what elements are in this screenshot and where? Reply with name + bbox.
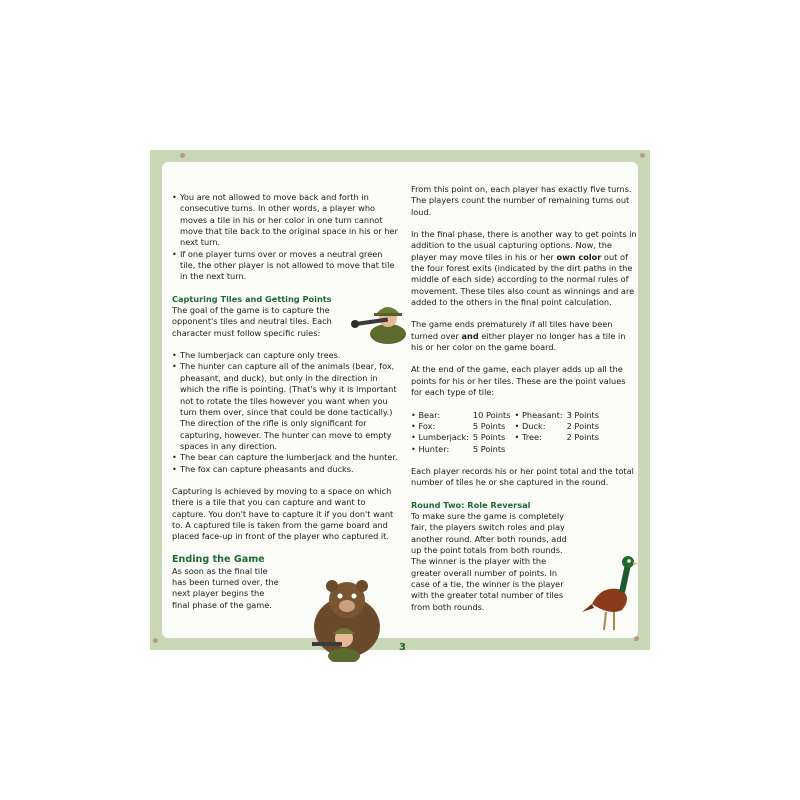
movement-rules-list (172, 192, 400, 283)
capturing-paragraph: Capturing is achieved by moving to a space on which there is a tile that you can capture and want to capture. You don't have to capture it if you don't want to. A captured tile is taken from the game board and placed face-up in front of the player who captured it. (172, 485, 394, 542)
capturing-heading: Capturing Tiles and Getting Points (172, 293, 332, 304)
table-row: • Lumberjack: 5 Points • Tree: 2 Points (411, 432, 600, 443)
page-number: 3 (399, 642, 406, 653)
table-row: • Fox: 5 Points • Duck: 2 Points (411, 420, 600, 431)
record-paragraph: Each player records his or her point total and the total number of tiles he or she captured in the round. (411, 465, 634, 488)
right-column (411, 184, 639, 613)
point-values-table (411, 410, 603, 455)
decorative-dot (640, 153, 645, 158)
final-phase-paragraph: In the final phase, there is another way to get points in addition to the usual capturing options. Now, the player may move tiles in his or her own color out of the four forest exits (indicated by the dirt paths in the middle of each side) according to the normal rules of movement. These tiles also count as winnings and are added to the others in the final point calculation. (411, 229, 637, 308)
ending-paragraph: As soon as the final tile has been turned over, the next player begins the final phase of the game. (172, 565, 279, 610)
list-item: • The fox can capture pheasants and ducks. (172, 464, 400, 475)
premature-end-paragraph: The game ends prematurely if all tiles have been turned over and either player no longer has a tile in his or her color on the game board. (411, 319, 626, 353)
capturing-intro: The goal of the game is to capture the opponent's tiles and neutral tiles. Each character must follow specific rules: (172, 305, 332, 338)
list-item: • The hunter can capture all of the animals (bear, fox, pheasant, and duck), but only in the direction in which the rifle is pointing. (That's why it is important not to rotate the tiles however you want when you turn them over, since that could be done tactically.) The direction of the rifle is only significant for capturing, however. The hunter can move to empty spaces in any direction. (172, 361, 400, 452)
round-two-heading: Round Two: Role Reversal (411, 499, 531, 510)
hunter-illustration (350, 298, 410, 344)
decorative-dot (180, 153, 185, 158)
decorative-dot (153, 638, 158, 643)
list-item: • If one player turns over or moves a neutral green tile, the other player is not allowed to move that tile in the next turn. (172, 249, 400, 283)
page-content (162, 162, 638, 653)
capture-rules-list (172, 350, 400, 475)
left-column (172, 192, 400, 611)
pheasant-illustration (582, 554, 638, 634)
list-item: • You are not allowed to move back and forth in consecutive turns. In other words, a player who moves a tile in his or her color in one turn cannot move that tile back to the original space in his or her next turn. (172, 192, 400, 249)
point-values-intro: At the end of the game, each player adds up all the points for his or her tiles. These are the point values for each type of tile: (411, 364, 626, 398)
round-two-paragraph: To make sure the game is completely fair, the players switch roles and play another round. After both rounds, add up the point totals from both rounds. The winner is the player with the greater overall number of points. In case of a tie, the winner is the player with the greater total number of tiles from both rounds. (411, 510, 567, 612)
list-item: • The bear can capture the lumberjack and the hunter. (172, 452, 400, 463)
list-item: • The lumberjack can capture only trees. (172, 350, 400, 361)
table-row: • Bear: 10 Points • Pheasant: 3 Points (411, 409, 600, 420)
bear-hunter-illustration (302, 572, 392, 662)
manual-page (150, 150, 650, 653)
table-row: • Hunter: 5 Points (411, 443, 506, 454)
ending-heading: Ending the Game (172, 553, 265, 565)
final-phase-turns: From this point on, each player has exactly five turns. The players count the number of remaining turns out loud. (411, 184, 632, 217)
